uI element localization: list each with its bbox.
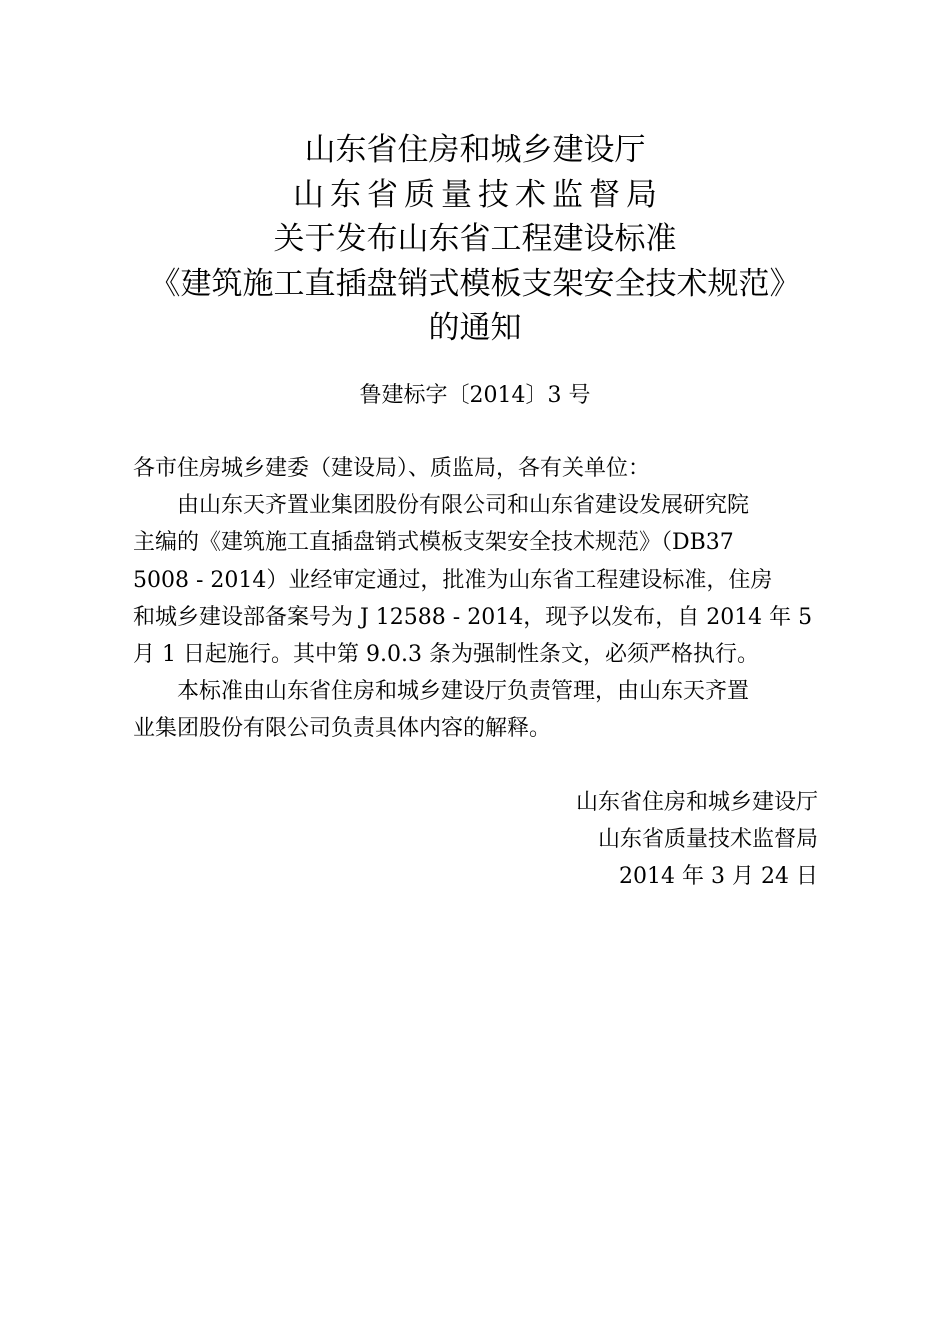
title-line-issuer-quality: 山东省质量技术监督局: [293, 176, 663, 213]
paragraph-1-line: 5008 - 2014）业经审定通过，批准为山东省工程建设标准，住房: [133, 567, 773, 593]
notice-title: [0, 128, 950, 351]
notice-body: [133, 450, 823, 748]
paragraph-1-line: 主编的《建筑施工直插盘销式模板支架安全技术规范》（DB37: [133, 530, 734, 556]
paragraph-1-line: 和城乡建设部备案号为 J 12588 - 2014，现予以发布，自 2014 年 5: [133, 604, 813, 630]
paragraph-1: [133, 487, 823, 673]
document-number: 鲁建标字〔2014〕3 号: [359, 383, 591, 408]
salutation-line: 各市住房城乡建委（建设局）、质监局，各有关单位：: [133, 456, 651, 481]
paragraph-1-line: 由山东天齐置业集团股份有限公司和山东省建设发展研究院: [177, 493, 750, 519]
title-line-issuer-housing: 山东省住房和城乡建设厅: [304, 132, 646, 168]
paragraph-1-line: 月 1 日起施行。其中第 9.0.3 条为强制性条文，必须严格执行。: [133, 642, 759, 668]
signature-date: 2014 年 3 月 24 日: [619, 864, 818, 890]
signature-housing-department: 山东省住房和城乡建设厅: [575, 790, 818, 815]
salutation: [133, 450, 823, 487]
signature-block: [398, 784, 818, 896]
title-line-standard-name: 《建筑施工直插盘销式模板支架安全技术规范》: [149, 265, 801, 302]
title-line-notice: 的通知: [428, 310, 522, 346]
signature-quality-bureau: 山东省质量技术监督局: [597, 827, 818, 853]
title-line-subject: 关于发布山东省工程建设标准: [273, 221, 677, 257]
paragraph-2: [133, 673, 823, 747]
paragraph-2-line: 业集团股份有限公司负责具体内容的解释。: [133, 716, 552, 742]
paragraph-2-line: 本标准由山东省住房和城乡建设厅负责管理，由山东天齐置: [177, 679, 750, 705]
